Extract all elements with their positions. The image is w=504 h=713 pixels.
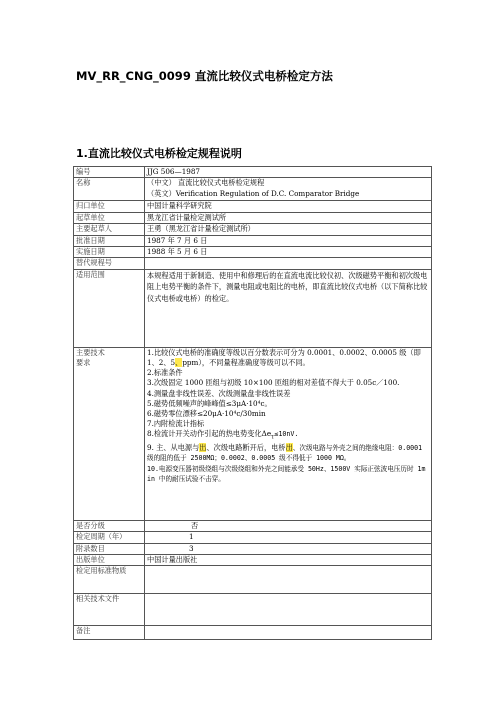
row-value: 1988 年 5 月 6 日 bbox=[145, 247, 432, 258]
section-title: 1.直流比较仪式电桥检定规程说明 bbox=[76, 147, 242, 160]
row-value: 中国计量科学研究院 bbox=[145, 201, 432, 212]
row-key: 主要起草人 bbox=[74, 224, 145, 235]
table-row bbox=[74, 212, 432, 223]
row-value: 本规程适用于新制造、使用中和修理后的在直流电流比较仪初、次级磁势平衡和初次级电阻上电势平衡的条件下，测量电阻或电阻比的电桥，即直流比较仪式电桥（以下简称比较仪式电桥或电桥）的检定。 bbox=[145, 269, 432, 347]
row-key: 起草单位 bbox=[74, 212, 145, 223]
table-row bbox=[74, 543, 432, 554]
requirement-item: 2.标准条件 bbox=[147, 368, 183, 378]
name-english: （英文）Verification Regulation of D.C. Comparator Bridge bbox=[147, 188, 360, 198]
row-value: 中国计量出版社 bbox=[145, 555, 432, 566]
row-value: 黑龙江省计量检定测试所 bbox=[145, 212, 432, 223]
row-value bbox=[145, 178, 432, 201]
row-key: 归口单位 bbox=[74, 201, 145, 212]
table-row bbox=[74, 347, 432, 520]
row-value: 1987 年 7 月 6 日 bbox=[145, 235, 432, 246]
requirement-item: 1.比较仪式电桥的准确度等级以百分数表示可分为 0.0001、0.0002、0.0005 级（即 1、2、5、ppm），不同量程准确度等级可以不同。 bbox=[147, 347, 421, 368]
row-key: 附录数目 bbox=[74, 543, 145, 554]
row-key bbox=[74, 347, 145, 520]
row-key: 名称 bbox=[74, 178, 145, 201]
requirement-item: 4.测量盘非线性误差、次级测量盘非线性误差 bbox=[147, 388, 291, 398]
requirements-key-line: 主要技术 bbox=[76, 347, 105, 357]
row-value bbox=[145, 626, 432, 640]
requirement-item: 6.磁势零位漂移≤20μA·10⁴c/30min bbox=[147, 409, 266, 419]
row-key: 出版单位 bbox=[74, 555, 145, 566]
requirement-item: 10.电源变压器初级绕组与次级绕组和外壳之间能承受 50Hz、1500V 实际正弦波电压历时 1min 中的耐压试验不击穿。 bbox=[147, 464, 426, 483]
requirement-item: 3.次级固定 1000 匝组与初级 10×100 匝组的相对差值不得大于 0.05c／100. bbox=[147, 378, 400, 388]
row-key: 替代规程号 bbox=[74, 258, 145, 269]
table-row bbox=[74, 555, 432, 566]
requirement-item: 7.内附检流计指标 bbox=[147, 419, 205, 429]
requirement-item: 9. 主、从电源与出、次级电路断开后，电桥出、次级电路与外壳之间的绝缘电阻：0.0001 级的阻的低于 2500MΩ；0.0002、0.0005 级不得低于 1000 MΩ。 bbox=[147, 443, 423, 463]
table-row bbox=[74, 224, 432, 235]
table-row bbox=[74, 626, 432, 640]
table-row bbox=[74, 269, 432, 347]
requirements-list bbox=[145, 347, 432, 520]
row-key: 是否分级 bbox=[74, 520, 145, 531]
name-chinese: （中文） 直流比较仪式电桥检定规程 bbox=[147, 178, 265, 188]
row-key: 编号 bbox=[74, 167, 145, 178]
row-value: 王勇（黑龙江省计量检定测试所） bbox=[145, 224, 432, 235]
row-value bbox=[145, 258, 432, 269]
row-key: 适用范围 bbox=[74, 269, 145, 347]
table-row bbox=[74, 566, 432, 594]
row-value bbox=[145, 566, 432, 594]
row-key: 实施日期 bbox=[74, 247, 145, 258]
requirement-item: 8.检流计开关动作引起的热电势变化$\Delta e_T\le 10nV$. bbox=[147, 429, 299, 441]
table-row bbox=[74, 167, 432, 178]
row-value: JJG 506—1987 bbox=[145, 167, 432, 178]
row-key: 备注 bbox=[74, 626, 145, 640]
requirements-key-line: 要求 bbox=[76, 358, 91, 368]
regulation-table bbox=[73, 166, 432, 640]
row-key: 批准日期 bbox=[74, 235, 145, 246]
table-row bbox=[74, 520, 432, 531]
row-value bbox=[145, 594, 432, 626]
row-value: 1 bbox=[145, 532, 432, 543]
row-key: 检定周期（年） bbox=[74, 532, 145, 543]
table-row bbox=[74, 258, 432, 269]
document-title: MV_RR_CNG_0099 直流比较仪式电桥检定方法 bbox=[76, 69, 333, 83]
table-row bbox=[74, 201, 432, 212]
requirement-item: 5.磁势低频噪声的峰峰值≤3μA·10⁴c。 bbox=[147, 398, 272, 408]
table-row bbox=[74, 247, 432, 258]
table-row bbox=[74, 235, 432, 246]
row-key: 相关技术文件 bbox=[74, 594, 145, 626]
table-row bbox=[74, 178, 432, 201]
row-key: 检定用标准物质 bbox=[74, 566, 145, 594]
row-value: 3 bbox=[145, 543, 432, 554]
row-value: 否 bbox=[145, 520, 432, 531]
table-row bbox=[74, 594, 432, 626]
table-row bbox=[74, 532, 432, 543]
